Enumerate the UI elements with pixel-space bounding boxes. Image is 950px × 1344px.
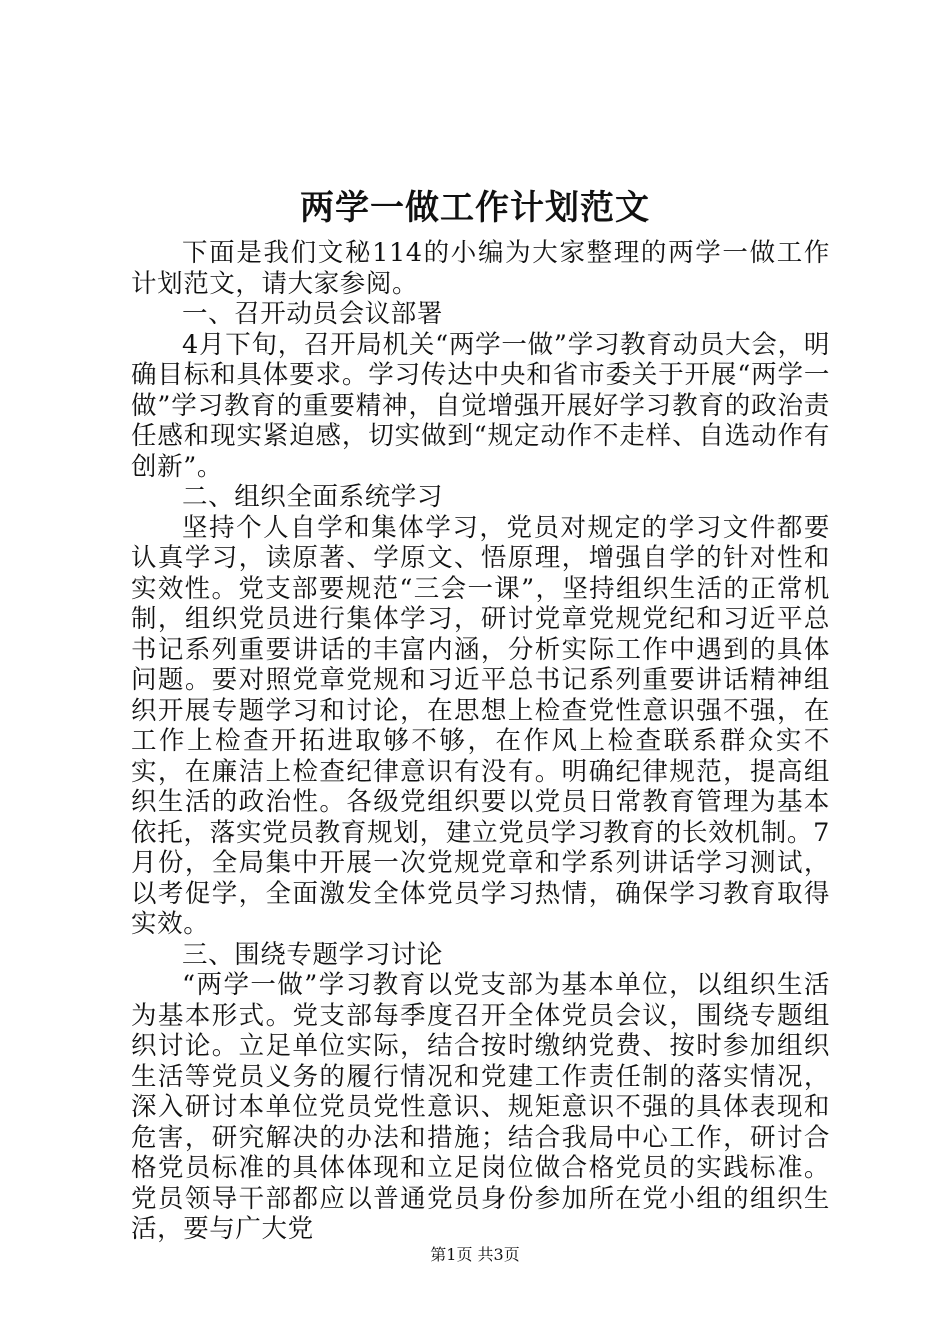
section-paragraph-3: “两学一做”学习教育以党支部为基本单位，以组织生活为基本形式。党支部每季度召开全体党员会议，围绕专题组织讨论。立足单位实际，结合按时缴纳党费、按时参加组织生活等党员义务的履行情况和党建工作责任制的落实情况，深入研讨本单位党员党性意识、规矩意识不强的具体表现和危害，研究解决的办法和措施；结合我局中心工作，研讨合格党员标准的具体体现和立足岗位做合格党员的实践标准。党员领导干部都应以普通党员身份参加所在党小组的组织生活，要与广大党 — [131, 970, 830, 1244]
section-heading-1: 一、召开动员会议部署 — [182, 299, 444, 329]
section-paragraph-2: 坚持个人自学和集体学习，党员对规定的学习文件都要认真学习，读原著、学原文、悟原理，增强自学的针对性和实效性。党支部要规范“三会一课”，坚持组织生活的正常机制，组织党员进行集体学习，研讨党章党规党纪和习近平总书记系列重要讲话的丰富内涵，分析实际工作中遇到的具体问题。要对照党章党规和习近平总书记系列重要讲话精神组织开展专题学习和讨论，在思想上检查党性意识强不强，在工作上检查开拓进取够不够，在作风上检查联系群众实不实，在廉洁上检查纪律意识有没有。明确纪律规范，提高组织生活的政治性。各级党组织要以党员日常教育管理为基本依托，落实党员教育规划，建立党员学习教育的长效机制。7月份，全局集中开展一次党规党章和学系列讲话学习测试，以考促学，全面激发全体党员学习热情，确保学习教育取得实效。 — [131, 512, 830, 939]
section-heading-3: 三、围绕专题学习讨论 — [182, 939, 444, 970]
section-paragraph-1: 4月下旬，召开局机关“两学一做”学习教育动员大会，明确目标和具体要求。学习传达中央和省市委关于开展“两学一做”学习教育的重要精神，自觉增强开展好学习教育的政治责任感和现实紧迫感，切实做到“规定动作不走样、自选动作有创新”。 — [131, 329, 830, 482]
intro-paragraph: 下面是我们文秘114的小编为大家整理的两学一做工作计划范文，请大家参阅。 — [131, 238, 830, 299]
document-body — [131, 238, 830, 1245]
page-footer: 第1页 共3页 — [430, 1245, 520, 1264]
document-title: 两学一做工作计划范文 — [300, 188, 650, 228]
section-heading-2: 二、组织全面系统学习 — [182, 482, 444, 512]
